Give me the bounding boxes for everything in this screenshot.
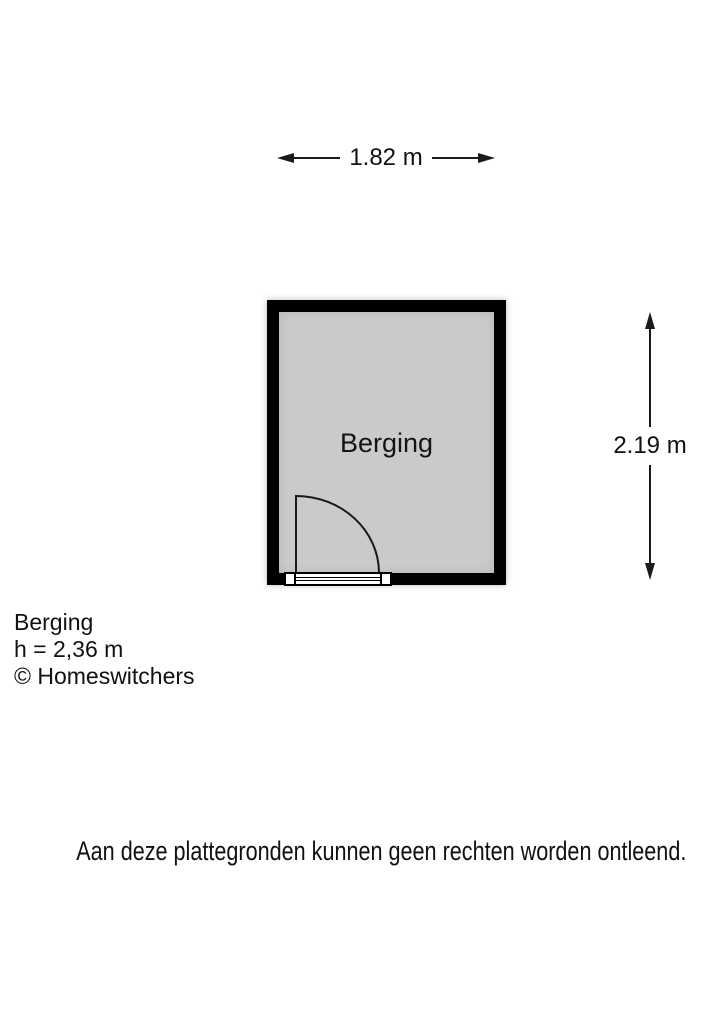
dimension-line-right (432, 157, 478, 159)
door-post-left (284, 572, 296, 586)
door-threshold (284, 572, 392, 586)
disclaimer-text: Aan deze plattegronden kunnen geen rechten worden ontleend. (76, 836, 687, 866)
door-post-right (380, 572, 392, 586)
arrowhead-down-icon (645, 563, 655, 580)
room-berging (267, 300, 506, 585)
info-ceiling-height: h = 2,36 m (14, 636, 124, 662)
arrowhead-up-icon (645, 312, 655, 329)
door-leaf (295, 495, 297, 573)
dimension-height (613, 312, 687, 580)
dimension-line-left (294, 157, 340, 159)
dimension-width (277, 144, 495, 171)
info-room-name: Berging (14, 609, 94, 635)
door-sill-lines (296, 577, 380, 581)
room-label: Berging (339, 428, 434, 458)
door-swing-arc-icon (296, 495, 380, 573)
door-sill (296, 572, 380, 586)
arrowhead-right-icon (478, 153, 495, 163)
dimension-height-label: 2.19 m (611, 427, 688, 465)
arrowhead-left-icon (277, 153, 294, 163)
disclaimer (0, 838, 720, 865)
info-copyright: © Homeswitchers (14, 663, 195, 689)
room-info (14, 609, 195, 690)
dimension-width-label: 1.82 m (349, 144, 423, 171)
